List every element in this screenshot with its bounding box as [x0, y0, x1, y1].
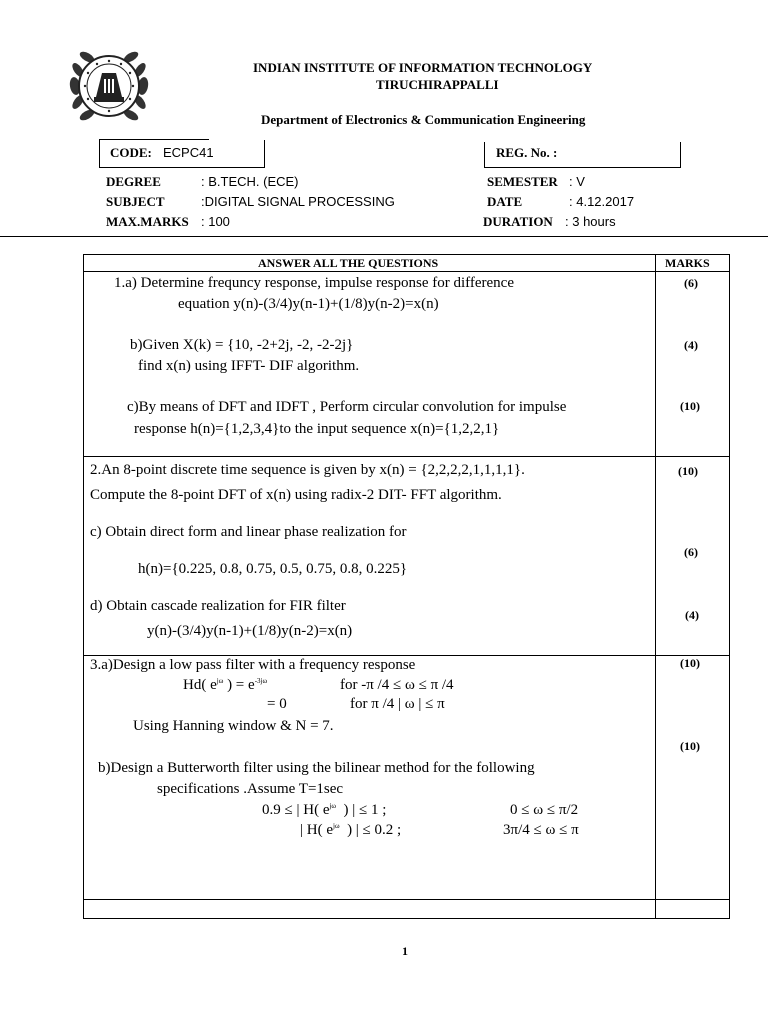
q1c-text-2: response h(n)={1,2,3,4}to the input sequence x(n)={1,2,2,1}: [134, 421, 500, 437]
q3b-spec1-left: 0.9 ≤ | H( e: [262, 802, 330, 818]
q2c-marks: (6): [684, 545, 698, 559]
q2d-marks: (4): [685, 608, 699, 622]
q3a-condition-2: for π /4 | ω | ≤ π: [350, 696, 445, 712]
q3a-hd-eq-sup: -3jω: [254, 677, 268, 685]
q2c-sequence: h(n)={0.225, 0.8, 0.75, 0.5, 0.75, 0.8, 0.225}: [138, 561, 408, 577]
q3b-spec2-sup: jω: [333, 822, 340, 830]
q1b-text-2: find x(n) using IFFT- DIF algorithm.: [138, 358, 360, 374]
institute-name: INDIAN INSTITUTE OF INFORMATION TECHNOLOGY: [253, 60, 593, 75]
q3a-hd-eq: ) = e: [227, 677, 255, 693]
q1c-marks: (10): [680, 399, 700, 413]
reg-label: REG. No. :: [496, 145, 558, 160]
degree-label: DEGREE: [106, 174, 161, 189]
date-value: : 4.12.2017: [569, 194, 635, 209]
q3b-spec1-mid: ) | ≤ 1 ;: [343, 802, 387, 818]
date-label: DATE: [487, 194, 523, 209]
q3b-spec1-sup: jω: [329, 802, 337, 810]
q3a-window: Using Hanning window & N = 7.: [133, 718, 334, 734]
table-row-divider: [83, 456, 730, 457]
department-name: Department of Electronics & Communication Engineering: [261, 112, 586, 127]
q2a-marks: (10): [678, 464, 698, 478]
q1b-marks: (4): [684, 338, 698, 352]
q3b-spec2-mid: ) | ≤ 0.2 ;: [347, 822, 402, 838]
maxmarks-value: : 100: [201, 214, 230, 229]
semester-label: SEMESTER: [487, 174, 558, 189]
q2d-text: d) Obtain cascade realization for FIR filter: [90, 598, 346, 614]
q3a-zero: = 0: [267, 696, 287, 712]
q3b-spec-1: [262, 802, 386, 819]
q3a-hd-sup: jω: [216, 677, 224, 685]
institute-logo: [66, 43, 152, 129]
q2c-text: c) Obtain direct form and linear phase realization for: [90, 524, 407, 540]
q3b-marks: (10): [680, 739, 700, 753]
q3b-spec2-left: | H( e: [300, 822, 333, 838]
marks-header: MARKS: [665, 256, 710, 270]
q2a-text-2: Compute the 8-point DFT of x(n) using radix-2 DIT- FFT algorithm.: [90, 487, 502, 503]
q3a-condition-1: for -π /4 ≤ ω ≤ π /4: [340, 677, 454, 693]
q1a-marks: (6): [684, 276, 698, 290]
table-column-divider: [655, 254, 656, 919]
duration-value: : 3 hours: [565, 214, 616, 229]
subject-value: :DIGITAL SIGNAL PROCESSING: [201, 194, 395, 209]
q3a-response: [183, 677, 267, 694]
header-divider: [0, 236, 768, 237]
q2d-equation: y(n)-(3/4)y(n-1)+(1/8)y(n-2)=x(n): [147, 623, 353, 639]
code-label: CODE:: [110, 145, 152, 160]
table-row-divider: [83, 271, 730, 272]
duration-label: DURATION: [483, 214, 553, 229]
page-number: 1: [402, 944, 408, 958]
q3b-spec-2: [300, 822, 401, 839]
degree-value: : B.TECH. (ECE): [201, 174, 299, 189]
q3a-text: 3.a)Design a low pass filter with a frequency response: [90, 657, 416, 673]
q3a-marks: (10): [680, 656, 700, 670]
q2a-text: 2.An 8-point discrete time sequence is given by x(n) = {2,2,2,2,1,1,1,1}.: [90, 462, 525, 478]
q1a-text: 1.a) Determine frequncy response, impulse response for difference: [114, 275, 514, 291]
code-value: ECPC41: [163, 145, 214, 160]
semester-value: : V: [569, 174, 585, 189]
institute-city: TIRUCHIRAPPALLI: [376, 77, 499, 92]
table-row-divider: [83, 899, 730, 900]
maxmarks-label: MAX.MARKS: [106, 214, 189, 229]
q3b-spec1-range: 0 ≤ ω ≤ π/2: [510, 802, 579, 818]
q3b-text-2: specifications .Assume T=1sec: [157, 781, 344, 797]
code-box-topline: [99, 139, 209, 140]
table-row-divider: [83, 655, 730, 656]
q1c-text: c)By means of DFT and IDFT , Perform circular convolution for impulse: [127, 399, 567, 415]
q3a-hd: Hd( e: [183, 677, 217, 693]
subject-label: SUBJECT: [106, 194, 165, 209]
q1b-text: b)Given X(k) = {10, -2+2j, -2, -2-2j}: [130, 337, 354, 353]
q3b-text: b)Design a Butterworth filter using the bilinear method for the following: [98, 760, 535, 776]
q3b-spec2-range: 3π/4 ≤ ω ≤ π: [503, 822, 579, 838]
q1a-equation: equation y(n)-(3/4)y(n-1)+(1/8)y(n-2)=x(n): [178, 296, 439, 312]
questions-header: ANSWER ALL THE QUESTIONS: [258, 256, 439, 270]
